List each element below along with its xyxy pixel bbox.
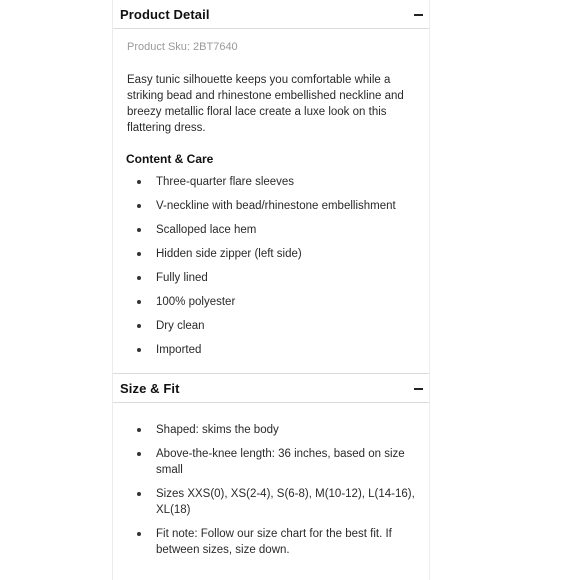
size-fit-header[interactable] <box>120 374 426 402</box>
section-divider <box>113 402 429 403</box>
list-item: Above-the-knee length: 36 inches, based on size small <box>135 446 415 478</box>
list-item: Three-quarter flare sleeves <box>135 174 415 190</box>
list-item: Imported <box>135 342 415 358</box>
list-item: Hidden side zipper (left side) <box>135 246 415 262</box>
section-divider <box>113 28 429 29</box>
minus-icon[interactable] <box>414 382 424 394</box>
list-item: Shaped: skims the body <box>135 422 415 438</box>
content-care-list <box>135 174 415 366</box>
product-info-panel <box>112 0 430 580</box>
list-item: Fully lined <box>135 270 415 286</box>
minus-icon[interactable] <box>414 8 424 20</box>
list-item: Sizes XXS(0), XS(2-4), S(6-8), M(10-12), L(14-16), XL(18) <box>135 486 415 518</box>
list-item: Dry clean <box>135 318 415 334</box>
size-fit-list <box>135 422 415 566</box>
size-fit-title: Size & Fit <box>120 380 180 396</box>
product-sku: Product Sku: 2BT7640 <box>127 41 238 53</box>
list-item: Scalloped lace hem <box>135 222 415 238</box>
list-item: V-neckline with bead/rhinestone embellishment <box>135 198 415 214</box>
list-item: Fit note: Follow our size chart for the best fit. If between sizes, size down. <box>135 526 415 558</box>
product-description: Easy tunic silhouette keeps you comfortable while a striking bead and rhinestone embellished neckline and breezy metallic floral lace create a luxe look on this flattering dress. <box>127 74 404 134</box>
product-detail-header[interactable] <box>120 0 426 28</box>
product-detail-title: Product Detail <box>120 6 210 22</box>
content-care-heading: Content & Care <box>126 152 214 166</box>
list-item: 100% polyester <box>135 294 415 310</box>
